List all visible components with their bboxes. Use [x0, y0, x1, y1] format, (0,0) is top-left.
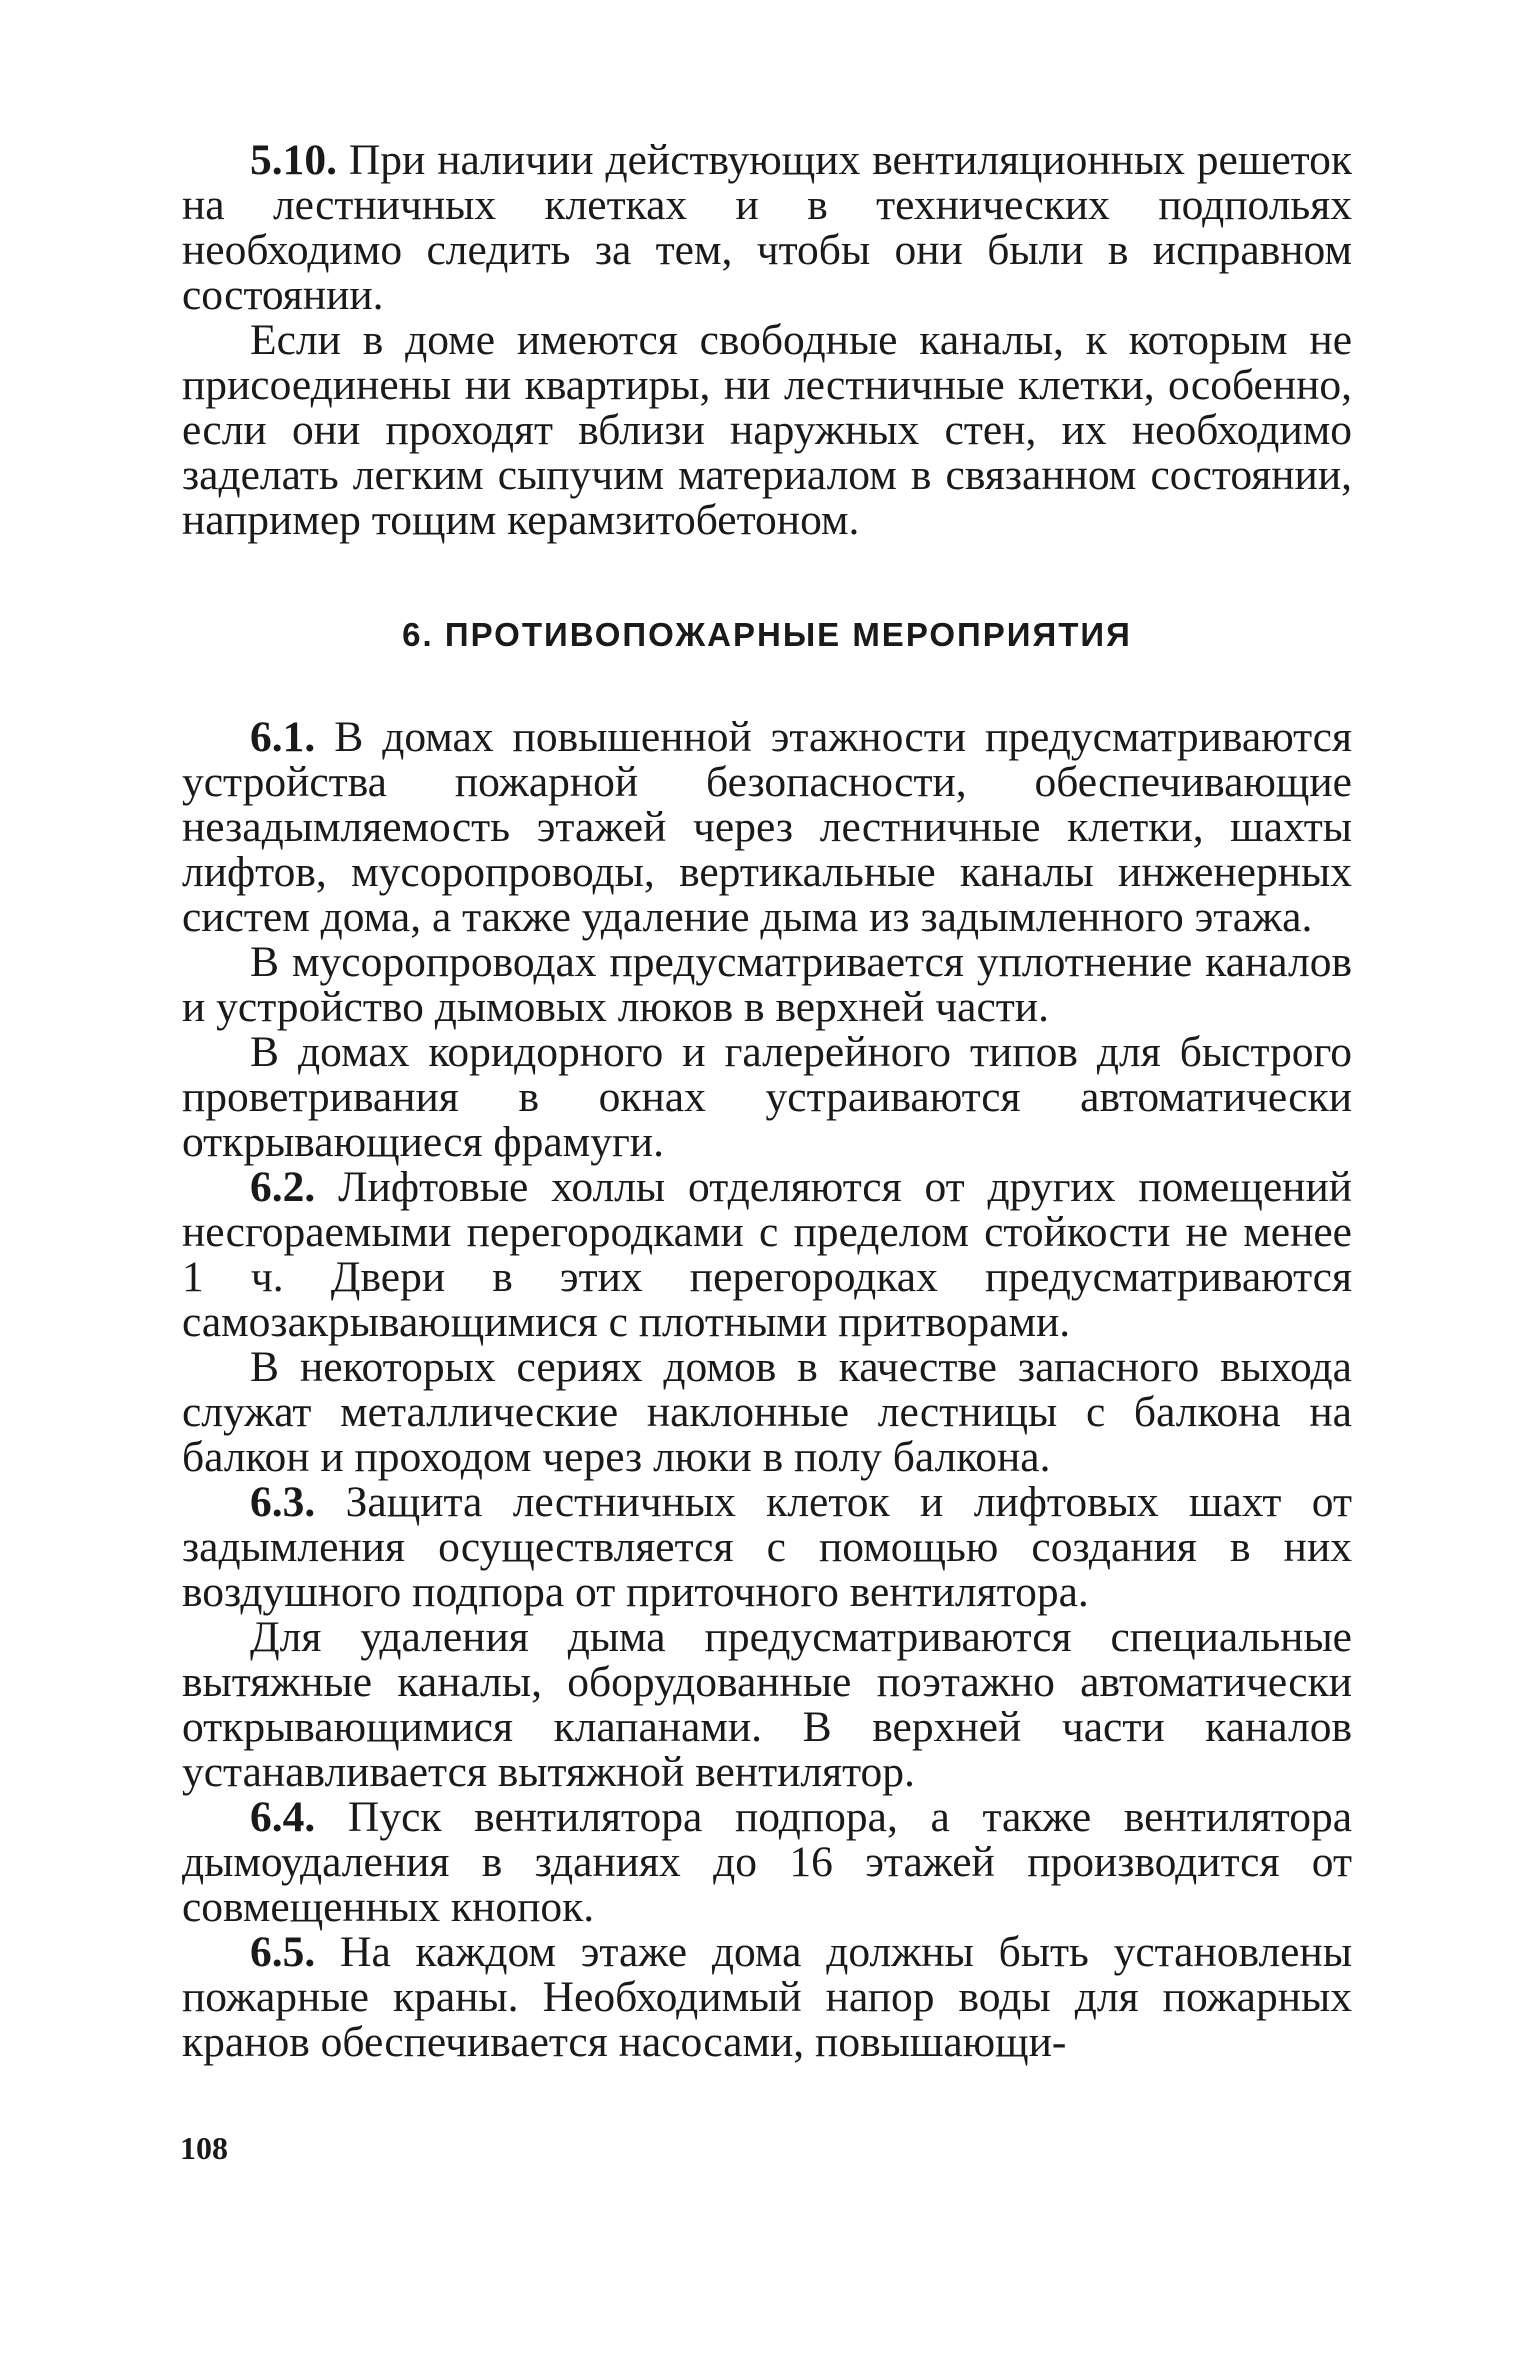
- page-number: 108: [180, 2130, 228, 2166]
- paragraph-6-1: [182, 715, 1352, 940]
- paragraph-6-5: [182, 1930, 1352, 2065]
- paragraph-text: В домах коридорного и галерейного типов для быстрого проветривания в окнах устраиваются автоматически открывающиеся фрамуги.: [182, 1028, 1352, 1166]
- paragraph-6-4: [182, 1795, 1352, 1930]
- paragraph-emergency-exit: [182, 1345, 1352, 1480]
- paragraph-garbage-chutes: [182, 940, 1352, 1030]
- paragraph-text: На каждом этаже дома должны быть установлены пожарные краны. Необходимый напор воды для пожарных кранов обеспечивается насосами, повышающи-: [182, 1928, 1352, 2066]
- paragraph-text: В некоторых сериях домов в качестве запасного выхода служат металлические наклонные лестницы с балкона на балкон и проходом через люки в полу балкона.: [182, 1343, 1352, 1481]
- clause-number: 6.4.: [250, 1793, 316, 1841]
- paragraph-corridor-houses: [182, 1030, 1352, 1165]
- clause-number: 6.2.: [250, 1163, 316, 1211]
- paragraph-text: Пуск вентилятора подпора, а также вентилятора дымоудаления в зданиях до 16 этажей производится от совмещенных кнопок.: [182, 1793, 1352, 1931]
- paragraph-free-channels: [182, 318, 1352, 543]
- paragraph-6-3: [182, 1480, 1352, 1615]
- paragraph-text: Лифтовые холлы отделяются от других помещений несгораемыми перегородками с пределом стойкости не менее 1 ч. Двери в этих перегородках предусматриваются самозакрывающимися с плотными притворами.: [182, 1163, 1352, 1346]
- paragraph-text: Если в доме имеются свободные каналы, к которым не присоединены ни квартиры, ни лестничные клетки, особенно, если они проходят вблизи наружных стен, их необходимо заделать легким сыпучим материалом в связанном состоянии, например тощим керамзитобетоном.: [182, 316, 1352, 544]
- paragraph-6-2: [182, 1165, 1352, 1345]
- clause-number: 6.3.: [250, 1478, 316, 1526]
- paragraph-text: Защита лестничных клеток и лифтовых шахт от задымления осуществляется с помощью создания в них воздушного подпора от приточного вентилятора.: [182, 1478, 1352, 1616]
- clause-number: 6.5.: [250, 1928, 316, 1976]
- paragraph-text: В домах повышенной этажности предусматриваются устройства пожарной безопасности, обеспечивающие незадымляемость этажей через лестничные клетки, шахты лифтов, мусоропроводы, вертикальные каналы инженерных систем дома, а также удаление дыма из задымленного этажа.: [182, 713, 1352, 941]
- paragraph-smoke-removal: [182, 1615, 1352, 1795]
- paragraph-text: Для удаления дыма предусматриваются специальные вытяжные каналы, оборудованные поэтажно автоматически открывающимися клапанами. В верхней части каналов устанавливается вытяжной вентилятор.: [182, 1613, 1352, 1796]
- paragraph-text: В мусоропроводах предусматривается уплотнение каналов и устройство дымовых люков в верхней части.: [182, 938, 1352, 1031]
- clause-number: 5.10.: [250, 136, 337, 184]
- section-title: 6. ПРОТИВОПОЖАРНЫЕ МЕРОПРИЯТИЯ: [402, 616, 1132, 653]
- clause-number: 6.1.: [250, 713, 316, 761]
- page-body: [182, 138, 1352, 2065]
- paragraph-5-10: [182, 138, 1352, 318]
- paragraph-text: При наличии действующих вентиляционных решеток на лестничных клетках и в технических подпольях необходимо следить за тем, чтобы они были в исправном состоянии.: [182, 136, 1352, 319]
